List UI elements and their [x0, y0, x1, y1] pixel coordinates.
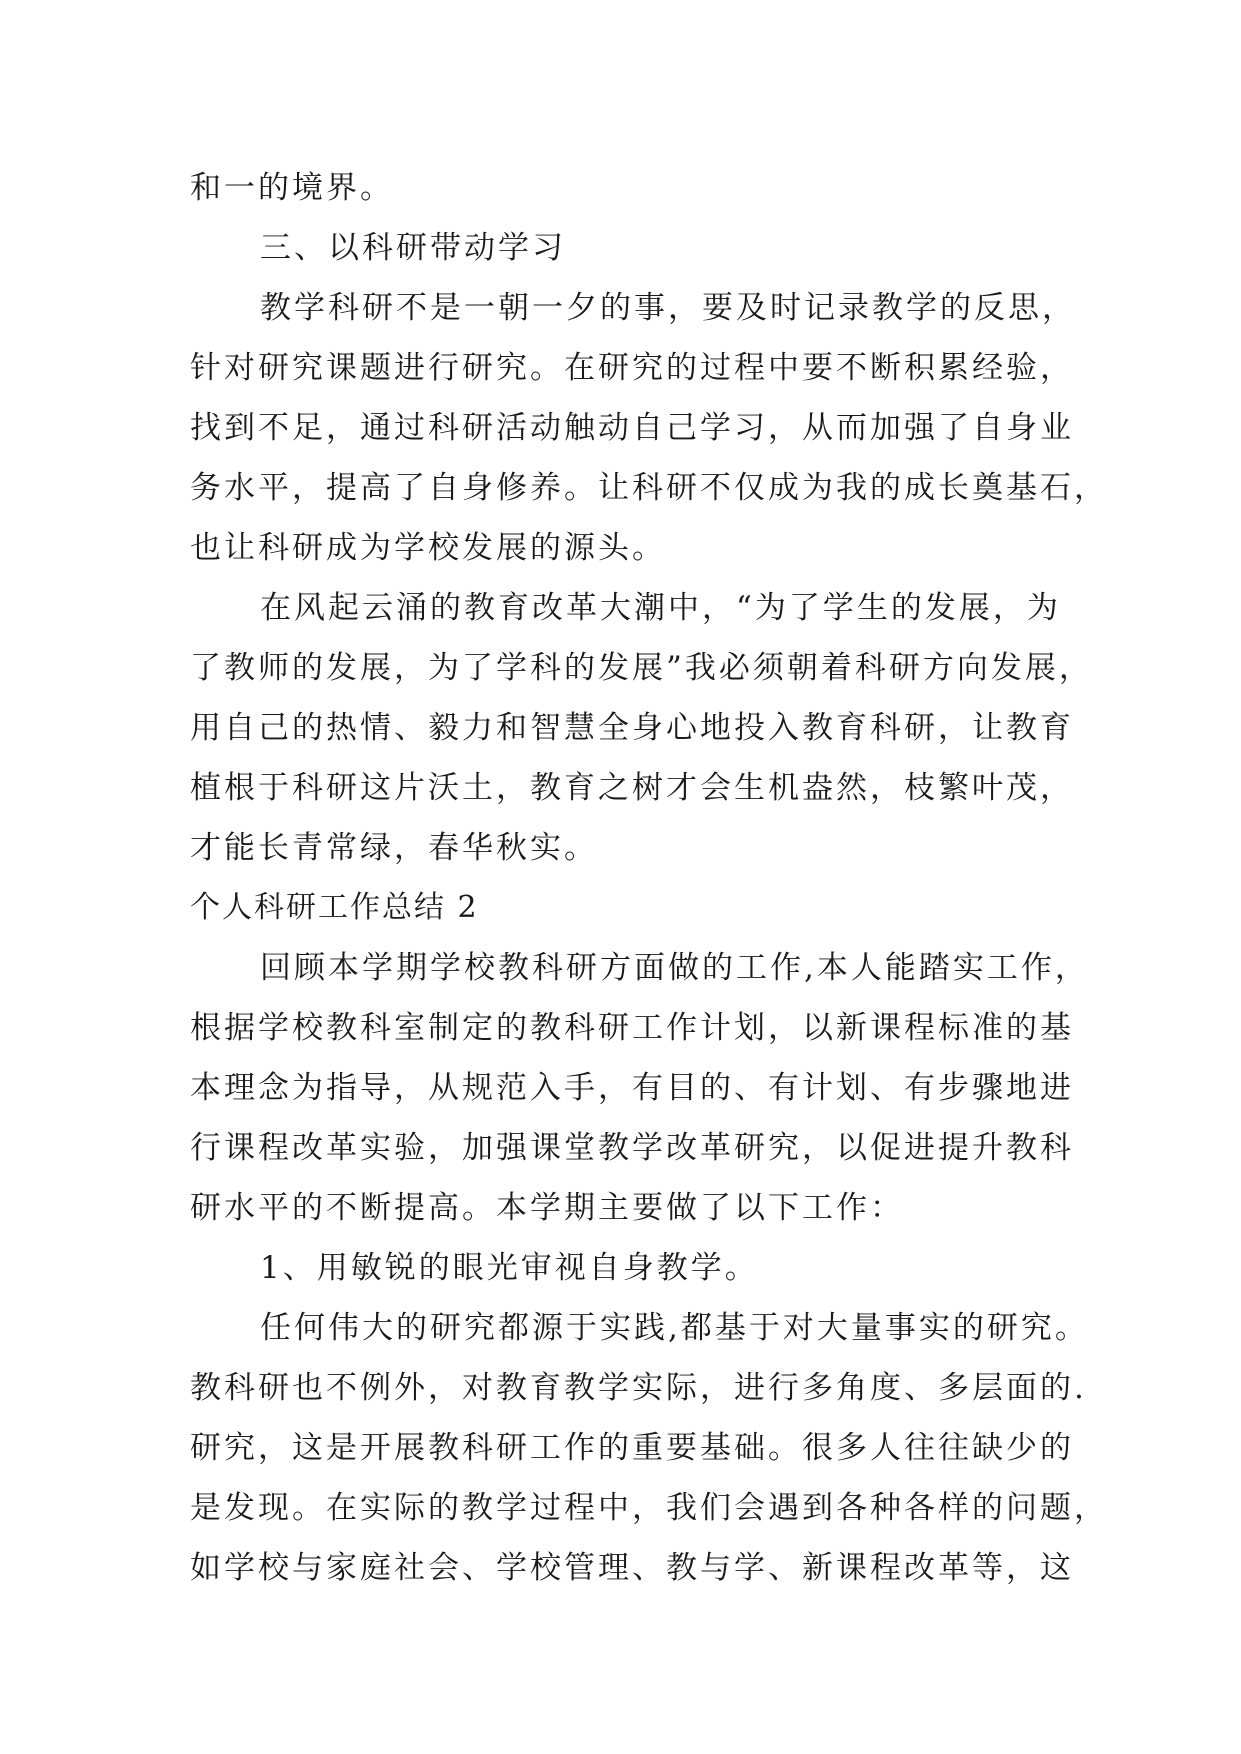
paragraph-line: 找到不足，通过科研活动触动自己学习，从而加强了自身业	[190, 410, 1074, 446]
document-title: 个人科研工作总结 2	[190, 890, 479, 925]
document-body	[190, 158, 1108, 1598]
paragraph-line: 回顾本学期学校教科研方面做的工作,本人能踏实工作，	[260, 950, 1089, 986]
section-heading: 1、用敏锐的眼光审视自身教学。	[260, 1250, 759, 1286]
paragraph-line: 务水平，提高了自身修养。让科研不仅成为我的成长奠基石，	[190, 470, 1108, 506]
paragraph-line: 才能长青常绿，春华秋实。	[190, 830, 598, 866]
paragraph-line: 在风起云涌的教育改革大潮中，“为了学生的发展，为	[260, 590, 1061, 626]
paragraph-line: 针对研究课题进行研究。在研究的过程中要不断积累经验，	[190, 350, 1074, 386]
paragraph-line: 如学校与家庭社会、学校管理、教与学、新课程改革等，这	[190, 1550, 1074, 1586]
paragraph-line: 教学科研不是一朝一夕的事，要及时记录教学的反思，	[260, 290, 1076, 326]
paragraph-line: 根据学校教科室制定的教科研工作计划，以新课程标准的基	[190, 1010, 1074, 1046]
paragraph-line: 和一的境界。	[190, 170, 394, 206]
paragraph-line: 也让科研成为学校发展的源头。	[190, 530, 666, 566]
section-heading: 三、以科研带动学习	[260, 230, 566, 266]
paragraph-line: 研水平的不断提高。本学期主要做了以下工作：	[190, 1190, 904, 1226]
paragraph-line: 用自己的热情、毅力和智慧全身心地投入教育科研，让教育	[190, 710, 1074, 746]
paragraph-line: 本理念为指导，从规范入手，有目的、有计划、有步骤地进	[190, 1070, 1074, 1106]
paragraph-line: 研究，这是开展教科研工作的重要基础。很多人往往缺少的	[190, 1430, 1074, 1466]
paragraph-line: 植根于科研这片沃土，教育之树才会生机盎然，枝繁叶茂，	[190, 770, 1074, 806]
paragraph-line: 教科研也不例外，对教育教学实际，进行多角度、多层面的.	[190, 1370, 1087, 1406]
paragraph-line: 是发现。在实际的教学过程中，我们会遇到各种各样的问题，	[190, 1490, 1108, 1526]
paragraph-line: 任何伟大的研究都源于实践,都基于对大量事实的研究。	[260, 1310, 1089, 1346]
paragraph-line: 了教师的发展，为了学科的发展”我必须朝着科研方向发展，	[190, 650, 1093, 686]
paragraph-line: 行课程改革实验，加强课堂教学改革研究，以促进提升教科	[190, 1130, 1074, 1166]
